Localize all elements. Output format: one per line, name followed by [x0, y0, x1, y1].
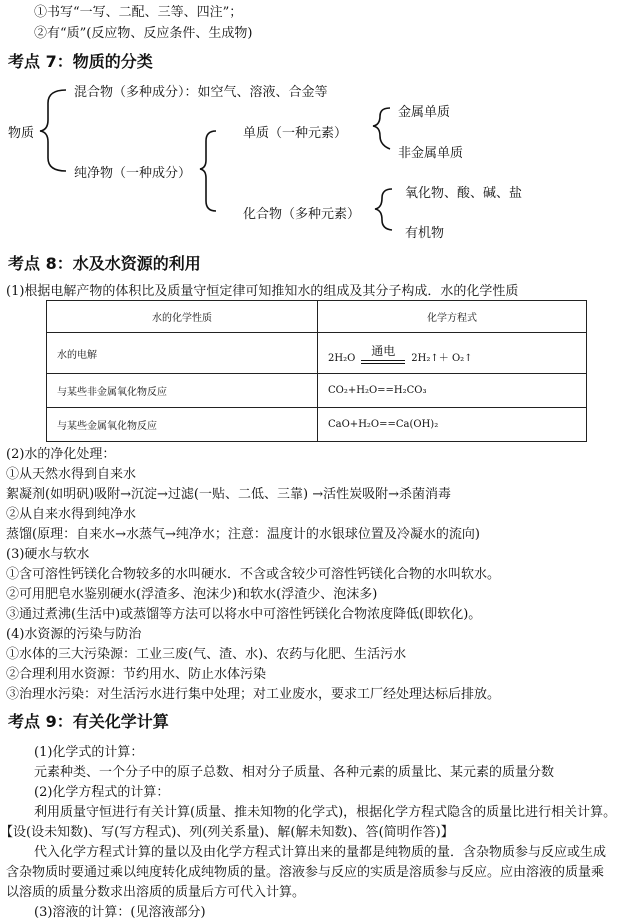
kp9-line: 含杂物质时要通过乘以纯度转化成纯物质的量。溶液参与反应的实质是溶质参与反应。应由溶液的质量乘 — [6, 865, 605, 880]
kp8-line: (3)硬水与软水 — [6, 547, 90, 562]
table-header-equation: 化学方程式 — [318, 301, 587, 333]
electrolysis-condition — [361, 342, 405, 364]
kp8-line: 絮凝剂(如明矾)吸附→沉淀→过滤(一贴、二低、三靠) →活性炭吸附→杀菌消毒 — [6, 487, 451, 502]
kp9-line: 利用质量守恒进行有关计算(质量、推未知物的化学式)，根据化学方程式隐含的质量比进行相关计算。 — [34, 805, 617, 820]
kp8-line: ①含可溶性钙镁化合物较多的水叫硬水．不含或含较少可溶性钙镁化合物的水叫软水。 — [6, 567, 501, 582]
kp9-line: (1)化学式的计算： — [34, 745, 144, 760]
row1-equation — [318, 333, 587, 374]
class-metal: 金属单质 — [398, 105, 451, 120]
kp9-line: (2)化学方程式的计算： — [34, 785, 170, 800]
kp8-line: ②可用肥皂水鉴别硬水(浮渣多、泡沫少)和软水(浮渣少、泡沫多) — [6, 587, 378, 602]
kp8-intro: (1)根据电解产物的体积比及质量守恒定律可知推知水的组成及其分子构成．水的化学性质 — [6, 284, 519, 299]
kp8-line: 蒸馏(原理：自来水→水蒸气→纯净水；注意：温度计的水银球位置及冷凝水的流向) — [6, 527, 480, 542]
kp8-line: ①水体的三大污染源：工业三废(气、渣、水)、农药与化肥、生活污水 — [6, 647, 407, 662]
row2-property: 与某些非金属氧化物反应 — [47, 374, 318, 408]
kp9-line: 以溶质的质量分数求出溶质的质量后方可代入计算。 — [6, 885, 306, 900]
class-element: 单质（一种元素） — [243, 126, 348, 141]
table-row — [47, 374, 587, 408]
row1-property: 水的电解 — [47, 333, 318, 374]
class-nonmetal: 非金属单质 — [398, 146, 464, 161]
kp8-line: ②合理利用水资源：节约用水、防止水体污染 — [6, 667, 267, 682]
kp8-line: (2)水的净化处理： — [6, 447, 116, 462]
class-mixture: 混合物（多种成分）：如空气、溶液、合金等 — [74, 85, 328, 100]
class-pure: 纯净物（一种成分） — [74, 166, 192, 181]
table-header-property: 水的化学性质 — [47, 301, 318, 333]
row3-property: 与某些金属氧化物反应 — [47, 408, 318, 442]
class-organic: 有机物 — [405, 226, 445, 241]
kp8-line: (4)水资源的污染与防治 — [6, 627, 142, 642]
condition-label: 通电 — [371, 344, 396, 358]
kp9-line: 【设(设未知数)、写(写方程式)、列(列关系量)、解(解未知数)、答(简明作答)】 — [0, 825, 454, 840]
top-line-2: ②有“质”(反应物、反应条件、生成物) — [34, 26, 253, 41]
kp8-line: ③通过煮沸(生活中)或蒸馏等方法可以将水中可溶性钙镁化合物浓度降低(即软化)。 — [6, 607, 482, 622]
table-row — [47, 408, 587, 442]
kp9-line: (3)溶液的计算：(见溶液部分) — [34, 905, 206, 920]
section-title-kp7: 考点 7：物质的分类 — [8, 52, 153, 71]
top-line-1: ①书写“一写、二配、三等、四注”； — [34, 5, 243, 20]
row1-rhs: 2H₂↑＋ O₂↑ — [411, 353, 473, 364]
water-properties-table — [46, 300, 587, 442]
table-row — [47, 333, 587, 374]
kp9-line: 元素种类、一个分子中的原子总数、相对分子质量、各种元素的质量比、某元素的质量分数 — [34, 765, 555, 780]
kp8-line: ①从天然水得到自来水 — [6, 467, 137, 482]
class-compound: 化合物（多种元素） — [243, 207, 361, 222]
double-bar — [361, 360, 405, 364]
class-oxides: 氧化物、酸、碱、盐 — [405, 186, 523, 201]
kp8-line: ③治理水污染：对生活污水进行集中处理；对工业废水，要求工厂经处理达标后排放。 — [6, 687, 501, 702]
section-title-kp9: 考点 9：有关化学计算 — [8, 712, 169, 731]
kp9-line: 代入化学方程式计算的量以及由化学方程式计算出来的量都是纯物质的量．含杂物质参与反应或生成 — [34, 845, 607, 860]
row3-equation: CaO+H₂O==Ca(OH)₂ — [318, 408, 587, 442]
class-root: 物质 — [8, 126, 35, 141]
row1-lhs: 2H₂O — [328, 353, 356, 364]
section-title-kp8: 考点 8：水及水资源的利用 — [8, 254, 201, 273]
kp8-line: ②从自来水得到纯净水 — [6, 507, 137, 522]
table-header-row — [47, 301, 587, 333]
row2-equation: CO₂+H₂O==H₂CO₃ — [318, 374, 587, 408]
